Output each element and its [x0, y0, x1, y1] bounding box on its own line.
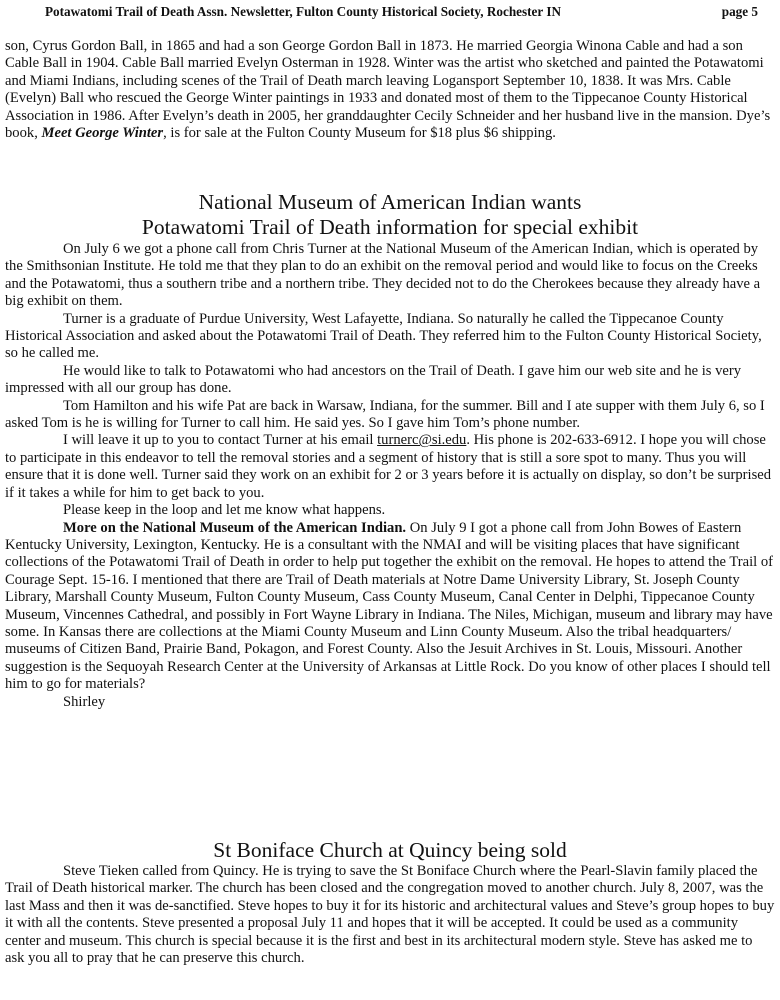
article1-paragraph: Turner is a graduate of Purdue University, West Lafayette, Indiana. So naturally he called the Tippecanoe County Historical Association and asked about the Potawatomi Trail of Death. They referred him to the Fulton County Historical Society, so he called me. [5, 310, 762, 362]
article1-body [5, 241, 775, 711]
article1-headline-line2: Potawatomi Trail of Death information for special exhibit [141, 215, 639, 239]
article1-paragraph: He would like to talk to Potawatomi who had ancestors on the Trail of Death. I gave him our web site and he is very impressed with all our group has done. [5, 362, 742, 397]
intro-text: son, Cyrus Gordon Ball, in 1865 and had a son George Gordon Ball in 1873. He married Georgia Winona Cable and had a son Cable Ball in 1904. Cable Ball married Evelyn Osterman in 1928. Winter was the artist who sketched and painted the Potawatomi and Miami Indians, including scenes of the Trail of Death march leaving Logansport September 10, 1838. It was Mrs. Cable (Evelyn) Ball who rescued the George Winter paintings in 1933 and donated most of them to the Tippecanoe County Historical Association in 1986. After Evelyn’s death in 2005, her granddaughter Cecily Schneider and her husband live in the mansion. Dye’s book, [5, 38, 771, 142]
signature: Shirley [63, 693, 106, 710]
article2-paragraph: Steve Tieken called from Quincy. He is trying to save the St Boniface Church where the Pearl-Slavin family placed the Trail of Death historical marker. The church has been closed and the congregation moved to another church. July 8, 2007, was the last Mass and then it was de-sanctified. Steve hopes to buy it for its historic and architectural values and Steve’s group hopes to buy it with all the contents. Steve presented a proposal July 11 and hopes that it will be accepted. It could be used as a community center and museum. This church is special because it is the first and best in its architectural modern style. Steve has asked me to ask you all to pray that he can preserve this church. [5, 863, 775, 967]
article1-paragraph [5, 432, 775, 502]
page-header [0, 4, 780, 22]
newsletter-title: Potawatomi Trail of Death Assn. Newsletter, Fulton County Historical Society, Rochester IN [45, 4, 561, 19]
article1-paragraph: Please keep in the loop and let me know what happens. [63, 502, 386, 519]
p5-text-b: . His phone is 202-633-6912. I hope you will chose to participate in this endeavor to tell the removal stories and a segment of history that is still a sore spot to many. Thus you will ensure that it is done well. Turner said they work on an exhibit for 2 or 3 years before it is actually on display, so don’t be surprised if it takes a while for him to get back to you. [5, 432, 772, 501]
p5-text-a: I will leave it up to you to contact Turner at his email [63, 432, 378, 449]
nmai-subheading: More on the National Museum of the American Indian. [63, 519, 407, 536]
p7-body: On July 9 I got a phone call from John Bowes of Eastern Kentucky University, Lexington, Kentucky. He is a consultant with the NMAI and will be visiting places that have significant collections of the Potawatomi Trail of Death in order to help put together the exhibit on the removal. He hopes to attend the Trail of Courage Sept. 15-16. I mentioned that there are Trail of Death materials at Notre Dame University Library, St. Joseph County Library, Marshall County Museum, Fulton County Museum, Cass County Museum, Canal Center in Delphi, Tippecanoe County Museum, Vincennes Cathedral, and possibly in Fort Wayne Library in Indiana. The Niles, Michigan, museum and library may have some. In Kansas there are collections at the Miami County Museum and Linn County Museum. Also the tribal headquarters/ museums of Citizen Band, Prairie Band, Pokagon, and Forest County. Also the Jesuit Archives in St. Louis, Missouri. Another suggestion is the Sequoyah Research Center at the University of Arkansas at Little Rock. Do you know of other places I should tell him to go for materials? [5, 519, 774, 693]
article2-headline: St Boniface Church at Quincy being sold [213, 838, 567, 862]
article1-paragraph: On July 6 we got a phone call from Chris Turner at the National Museum of the American Indian, which is operated by the Smithsonian Institute. He told me that they plan to do an exhibit on the removal period and would like to focus on the Creeks and the Potawatomi, thus a southern tribe and a northern tribe. They decided not to do the Cherokees because they already have a big exhibit on them. [5, 241, 761, 310]
article2-body [5, 863, 775, 967]
article1-paragraph [5, 520, 775, 694]
article1-headline-line1: National Museum of American Indian wants [198, 190, 582, 214]
article1-paragraph: Tom Hamilton and his wife Pat are back in Warsaw, Indiana, for the summer. Bill and I ate supper with them July 6, so I asked Tom is he is willing for Turner to call him. He said yes. So I gave him Tom’s phone number. [5, 397, 765, 432]
page-number: page 5 [721, 4, 758, 19]
email-link[interactable]: turnerc@si.edu [377, 432, 467, 449]
article1-headline [0, 190, 780, 240]
intro-paragraph [5, 38, 775, 142]
intro-tail: , is for sale at the Fulton County Museum for $18 plus $6 shipping. [163, 125, 556, 142]
book-title: Meet George Winter [41, 125, 164, 142]
